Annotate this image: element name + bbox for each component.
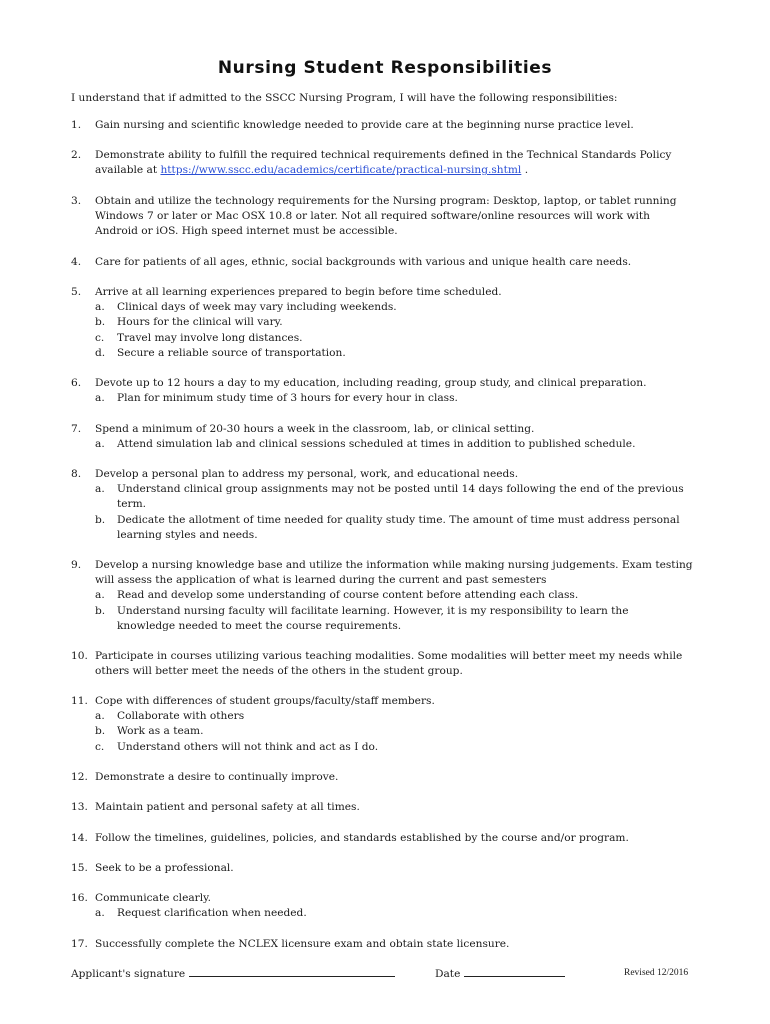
sub-item xyxy=(95,709,695,724)
item-number: 10. xyxy=(71,650,88,662)
sub-item-text: Travel may involve long distances. xyxy=(117,331,303,344)
item-text: available at xyxy=(95,164,161,177)
item-text: Develop a nursing knowledge base and utilize the information while making nursing judgements. Exam testing xyxy=(95,559,693,571)
sub-item xyxy=(95,906,695,921)
sub-item-label: b. xyxy=(95,604,106,617)
sub-item xyxy=(95,604,695,634)
sub-item-label: a. xyxy=(95,710,105,723)
sub-item-text: Understand nursing faculty will facilitate learning. However, it is my responsibility to learn the knowledge needed to meet the course requirements. xyxy=(117,604,629,632)
sub-item-label: c. xyxy=(95,331,105,344)
item-number: 1. xyxy=(71,119,82,131)
item-text: Seek to be a professional. xyxy=(95,862,234,874)
item-text: others will better meet the needs of the others in the student group. xyxy=(95,665,463,678)
item-number: 3. xyxy=(71,195,82,207)
sub-item-label: b. xyxy=(95,513,106,526)
intro-text: I understand that if admitted to the SSCC Nursing Program, I will have the following responsibilities: xyxy=(71,92,618,104)
sub-item-text: Hours for the clinical will vary. xyxy=(117,316,283,329)
item-number: 4. xyxy=(71,256,82,268)
sub-item xyxy=(95,482,695,512)
sub-item-text: Understand others will not think and act as I do. xyxy=(117,740,379,753)
item-text: will assess the application of what is learned during the current and past semesters xyxy=(95,574,547,587)
sub-item-text: Understand clinical group assignments may not be posted until 14 days following the end of the previous term. xyxy=(117,483,684,511)
item-text: Develop a personal plan to address my personal, work, and educational needs. xyxy=(95,468,519,480)
item-text: Cope with differences of student groups/faculty/staff members. xyxy=(95,695,435,707)
sub-item-label: a. xyxy=(95,907,105,920)
sub-item-text: Dedicate the allotment of time needed for quality study time. The amount of time must address personal learning styles and needs. xyxy=(117,513,680,541)
signature-label: Applicant's signature xyxy=(71,968,186,980)
sub-item xyxy=(95,724,695,739)
item-text: Successfully complete the NCLEX licensure exam and obtain state licensure. xyxy=(95,938,510,950)
item-number: 5. xyxy=(71,286,82,298)
revised-note: Revised 12/2016 xyxy=(624,968,689,978)
item-text: Maintain patient and personal safety at all times. xyxy=(95,801,360,813)
item-text: Devote up to 12 hours a day to my education, including reading, group study, and clinical preparation. xyxy=(95,377,647,389)
sub-item xyxy=(95,740,695,755)
sub-item-text: Attend simulation lab and clinical sessions scheduled at times in addition to published schedule. xyxy=(117,438,636,451)
item-number: 11. xyxy=(71,695,88,707)
item-number: 13. xyxy=(71,801,88,813)
item-number: 14. xyxy=(71,832,88,844)
sub-item xyxy=(95,391,695,406)
date-row xyxy=(435,966,565,980)
signature-field[interactable] xyxy=(189,966,395,977)
sub-item-label: a. xyxy=(95,438,105,451)
sub-item xyxy=(95,437,695,452)
sub-item-label: a. xyxy=(95,392,105,405)
item-text: Arrive at all learning experiences prepared to begin before time scheduled. xyxy=(95,286,502,298)
item-number: 15. xyxy=(71,862,88,874)
program-link[interactable]: https://www.sscc.edu/academics/certificate/practical-nursing.shtml xyxy=(160,164,522,177)
sub-item-text: Work as a team. xyxy=(117,725,204,738)
sub-item-text: Clinical days of week may vary including weekends. xyxy=(117,301,397,314)
sub-item xyxy=(95,300,695,315)
sub-item xyxy=(95,331,695,346)
item-number: 2. xyxy=(71,149,82,161)
sub-item xyxy=(95,315,695,330)
item-text: Demonstrate ability to fulfill the required technical requirements defined in the Technical Standards Policy xyxy=(95,149,672,161)
item-text: Care for patients of all ages, ethnic, social backgrounds with various and unique health care needs. xyxy=(95,256,632,268)
item-text: Follow the timelines, guidelines, policies, and standards established by the course and/or program. xyxy=(95,832,629,844)
item-number: 7. xyxy=(71,423,82,435)
item-number: 12. xyxy=(71,771,88,783)
item-text: Obtain and utilize the technology requirements for the Nursing program: Desktop, laptop, or tablet running xyxy=(95,195,677,207)
sub-item-text: Secure a reliable source of transportation. xyxy=(117,346,346,359)
sub-item-text: Collaborate with others xyxy=(117,710,245,723)
item-text: Android or iOS. High speed internet must be accessible. xyxy=(95,225,398,238)
date-label: Date xyxy=(435,968,461,980)
item-number: 6. xyxy=(71,377,82,389)
sub-item-label: b. xyxy=(95,725,106,738)
item-text: Participate in courses utilizing various teaching modalities. Some modalities will better meet my needs while xyxy=(95,650,683,662)
item-text: Spend a minimum of 20-30 hours a week in the classroom, lab, or clinical setting. xyxy=(95,423,535,435)
item-text: Windows 7 or later or Mac OSX 10.8 or later. Not all required software/online resources will work with xyxy=(95,210,651,223)
item-text: Gain nursing and scientific knowledge needed to provide care at the beginning nurse practice level. xyxy=(95,119,634,131)
sub-item-label: b. xyxy=(95,316,106,329)
document-title: Nursing Student Responsibilities xyxy=(217,58,553,78)
sub-item-label: a. xyxy=(95,483,105,496)
item-text: . xyxy=(521,164,529,177)
sub-item-text: Plan for minimum study time of 3 hours for every hour in class. xyxy=(117,392,458,405)
sub-item xyxy=(95,588,695,603)
sub-item-label: c. xyxy=(95,740,105,753)
item-number: 9. xyxy=(71,559,82,571)
date-field[interactable] xyxy=(464,966,565,977)
item-number: 16. xyxy=(71,892,88,904)
sub-item xyxy=(95,346,695,361)
item-text: Communicate clearly. xyxy=(95,892,212,904)
sub-item-label: a. xyxy=(95,589,105,602)
item-text: Demonstrate a desire to continually improve. xyxy=(95,771,339,783)
sub-item-label: a. xyxy=(95,301,105,314)
sub-item xyxy=(95,513,695,543)
item-number: 17. xyxy=(71,938,88,950)
sub-item-text: Read and develop some understanding of course content before attending each class. xyxy=(117,589,579,602)
sub-item-text: Request clarification when needed. xyxy=(117,907,307,920)
signature-row xyxy=(71,966,395,980)
item-number: 8. xyxy=(71,468,82,480)
sub-item-label: d. xyxy=(95,346,106,359)
